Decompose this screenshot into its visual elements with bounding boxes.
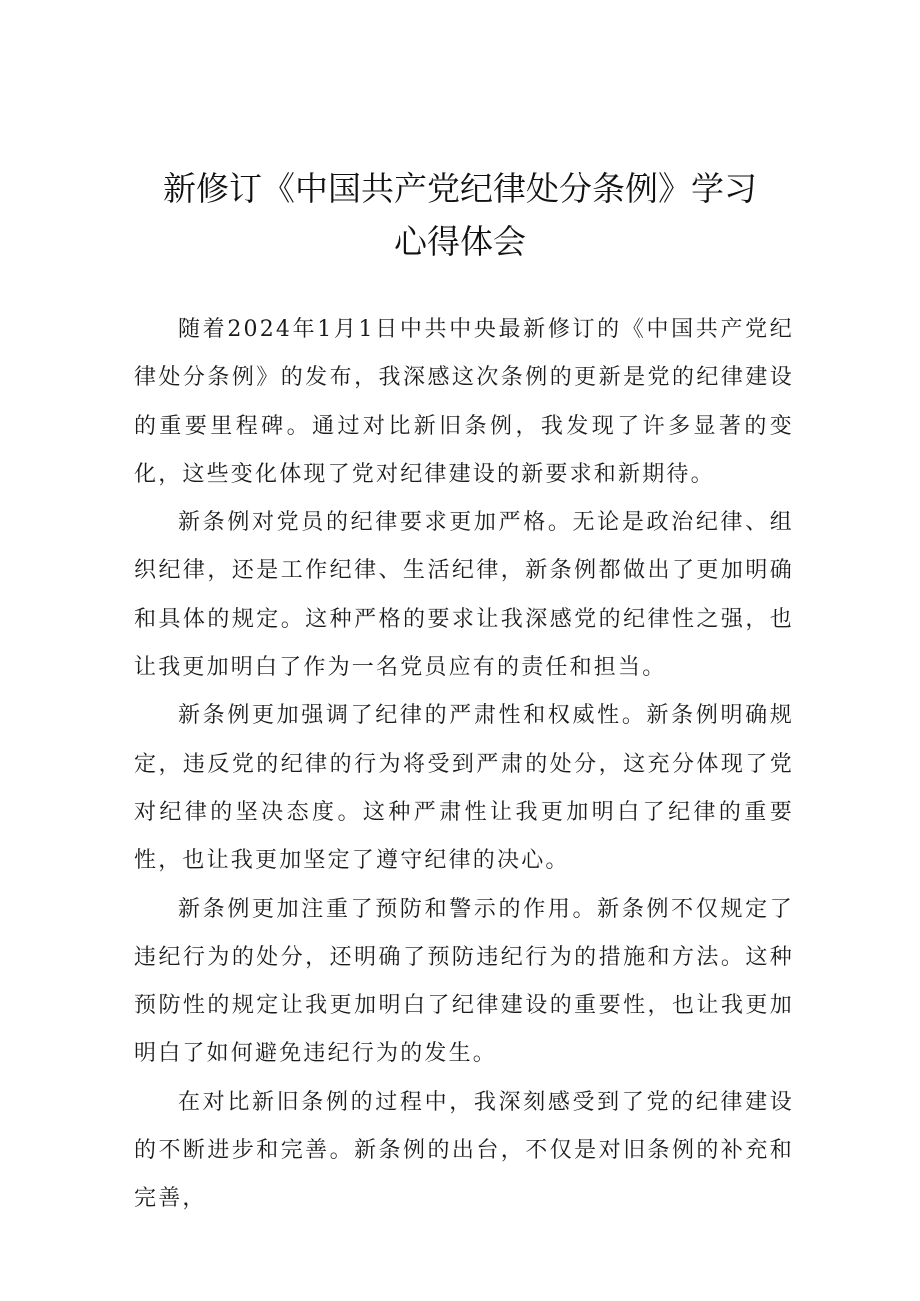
document-title-line-2: 心得体会 bbox=[394, 222, 526, 261]
paragraph-1: 随着2024年1月1日中共中央最新修订的《中国共产党纪律处分条例》的发布，我深感这次条例的更新是党的纪律建设的重要里程碑。通过对比新旧条例，我发现了许多显著的变化，这些变化体现了党对纪律建设的新要求和新期待。 bbox=[134, 317, 794, 487]
document-title-line-1: 新修订《中国共产党纪律处分条例》学习 bbox=[163, 169, 757, 208]
paragraph-4: 新条例更加注重了预防和警示的作用。新条例不仅规定了违纪行为的处分，还明确了预防违纪行为的措施和方法。这种预防性的规定让我更加明白了纪律建设的重要性，也让我更加明白了如何避免违纪行为的发生。 bbox=[134, 896, 794, 1067]
document-body bbox=[134, 306, 794, 1224]
paragraph-2: 新条例对党员的纪律要求更加严格。无论是政治纪律、组织纪律，还是工作纪律、生活纪律，新条例都做出了更加明确和具体的规定。这种严格的要求让我深感党的纪律性之强，也让我更加明白了作为一名党员应有的责任和担当。 bbox=[134, 510, 794, 681]
paragraph-3: 新条例更加强调了纪律的严肃性和权威性。新条例明确规定，违反党的纪律的行为将受到严肃的处分，这充分体现了党对纪律的坚决态度。这种严肃性让我更加明白了纪律的重要性，也让我更加坚定了遵守纪律的决心。 bbox=[134, 703, 794, 874]
paragraph-5: 在对比新旧条例的过程中，我深刻感受到了党的纪律建设的不断进步和完善。新条例的出台，不仅是对旧条例的补充和完善， bbox=[134, 1089, 794, 1212]
